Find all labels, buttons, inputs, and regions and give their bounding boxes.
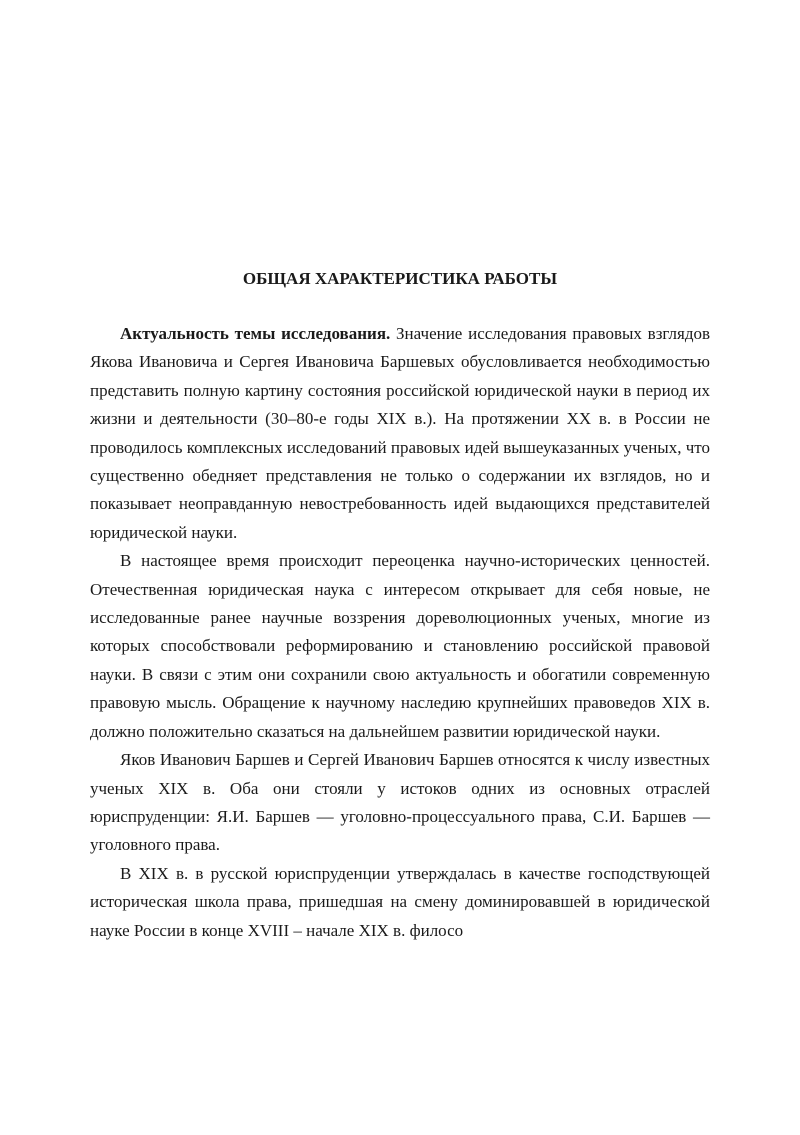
paragraph: В XIX в. в русской юриспруденции утверждалась в качестве господствующей историческая школа права, пришедшая на смену доминировавшей в юридической науке России в конце XVIII – начале XIX в. филосо	[90, 863, 710, 940]
section-heading: ОБЩАЯ ХАРАКТЕРИСТИКА РАБОТЫ	[242, 269, 558, 288]
paragraph: В настоящее время происходит переоценка научно-исторических ценностей. Отечественная юридическая наука с интересом открывает для себя новые, не исследованные ранее научные воззрения дореволюционных ученых, многие из которых способствовали реформированию и становлению российской правовой науки. В связи с этим они сохранили свою актуальность и обогатили современную правовую мысль. Обращение к научному наследию крупнейших правоведов XIX в. должно положительно сказаться на дальнейшем развитии юридической науки.	[90, 551, 710, 741]
paragraph-relevance	[90, 320, 710, 547]
paragraph-text: Значение исследования правовых взглядов Якова Ивановича и Сергея Ивановича Баршевых обусловливается необходимостью представить полную картину состояния российской юридической науки в период их жизни и деятельности (30–80-е годы XIX в.). На протяжении XX в. в России не проводилось комплексных исследований правовых идей вышеуказанных ученых, что существенно обедняет представления не только о содержании их взглядов, но и показывает неоправданную невостребованность идей выдающихся представителей юридической науки.	[90, 324, 711, 542]
paragraph-lead: Актуальность темы исследования.	[120, 324, 391, 343]
document-page	[90, 0, 710, 1135]
paragraph: Яков Иванович Баршев и Сергей Иванович Баршев относятся к числу известных ученых XIX в. Оба они стояли у истоков одних из основных отраслей юриспруденции: Я.И. Баршев — уголовно-процессуального права, С.И. Баршев — уголовного права.	[90, 750, 710, 855]
body-text	[90, 320, 710, 945]
